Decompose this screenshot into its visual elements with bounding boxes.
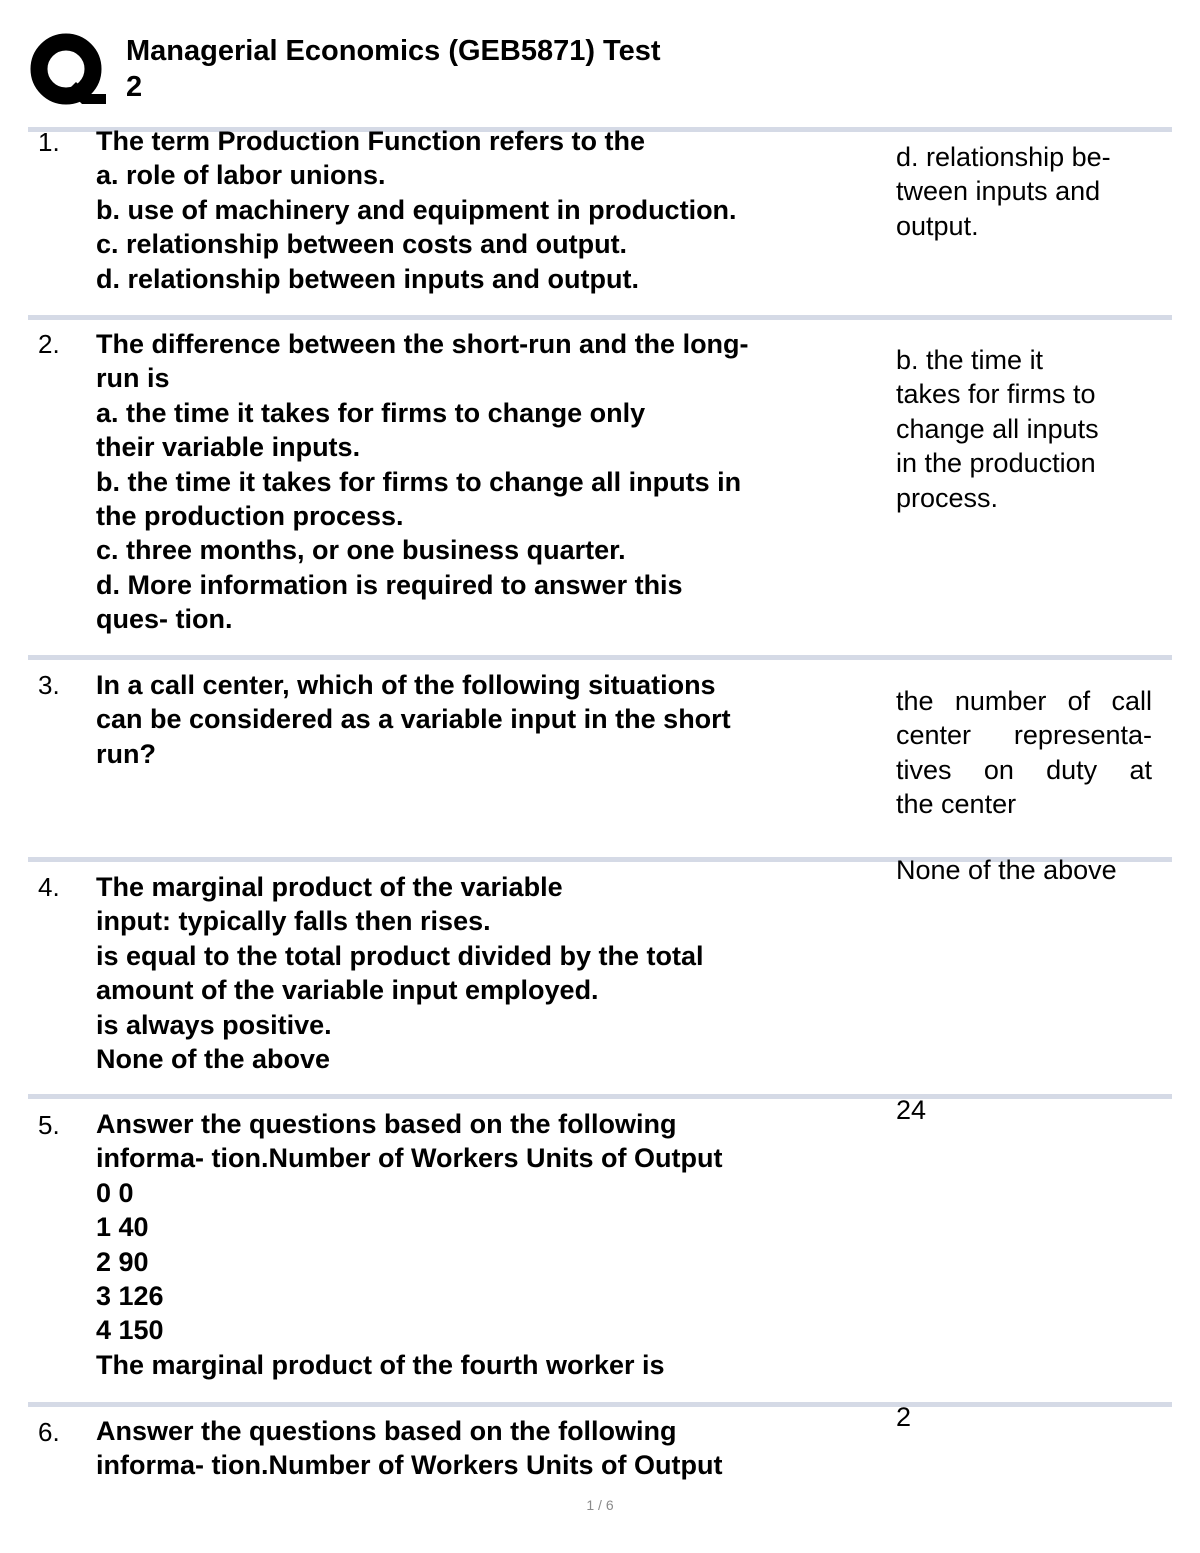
question-number: 6. [38,1417,60,1447]
answer-text [896,684,1158,822]
answer-word: at [1129,754,1152,785]
answer-line: None of the above [896,855,1117,885]
question-number: 1. [38,127,60,157]
answer-line: change all inputs [896,413,1099,444]
question-line: the production process. [96,501,404,532]
answer-line: 24 [896,1095,927,1125]
question-line: a. role of labor unions. [96,160,386,191]
answer-line [896,753,1152,787]
answer-text [896,140,1158,243]
question-line: c. three months, or one business quarter. [96,535,626,566]
question-number: 2. [38,329,60,359]
question-line: amount of the variable input employed. [96,975,599,1006]
answer-line: takes for firms to [896,379,1096,410]
question-text [96,1107,856,1382]
question-text [96,124,856,296]
question-line: Answer the questions based on the following [96,1416,677,1446]
question-line: The term Production Function refers to the [96,126,646,156]
question-number: 5. [38,1110,60,1140]
question-divider [28,655,1172,660]
quizlet-q-logo-icon [30,32,106,108]
answer-line-text: the center [896,789,1017,820]
question-line: b. use of machinery and equipment in production. [96,194,737,225]
question-line: informa- tion.Number of Workers Units of Output [96,1143,723,1174]
question-number: 4. [38,872,60,902]
answer-text [896,853,1158,887]
question-line: b. the time it takes for firms to change all inputs in [96,466,742,497]
answer-word: center [896,720,972,751]
question-line: 0 0 [96,1177,134,1208]
answer-line: tween inputs and [896,176,1101,207]
question-line: is always positive. [96,1009,332,1040]
question-divider [28,315,1172,320]
answer-line: process. [896,482,999,513]
answer-line: output. [896,210,979,241]
question-line: Answer the questions based on the following [96,1109,677,1139]
question-line: input: typically falls then rises. [96,906,491,937]
question-line: 3 126 [96,1281,164,1312]
answer-line [896,684,1152,718]
document-title [126,33,746,105]
question-text [96,668,856,771]
question-text [96,870,856,1076]
question-line: informa- tion.Number of Workers Units of Output [96,1450,723,1481]
question-line: None of the above [96,1044,331,1075]
page-number: 1 / 6 [586,1497,614,1513]
answer-word: on [983,754,1014,785]
question-line: is equal to the total product divided by the total [96,940,704,971]
question-text [96,1414,856,1483]
question-line: 2 90 [96,1246,149,1277]
question-line: The difference between the short-run and the long- [96,329,749,359]
answer-line: 2 [896,1402,912,1432]
question-line: a. the time it takes for firms to change only [96,397,646,428]
question-line: can be considered as a variable input in the short [96,704,731,735]
answer-word: tives [896,754,952,785]
question-line: 4 150 [96,1315,164,1346]
answer-text [896,1400,1158,1434]
question-line: The marginal product of the variable [96,872,563,902]
answer-word: representa- [1013,720,1152,751]
answer-word: number [954,686,1047,716]
answer-word: duty [1046,754,1098,785]
question-line: their variable inputs. [96,432,361,463]
answer-word: the [896,686,934,716]
answer-line [896,787,1152,821]
document-title-line-1: Managerial Economics (GEB5871) Test [126,35,661,67]
answer-text [896,1093,1158,1127]
document-title-line-2: 2 [126,71,143,103]
answer-word: of [1067,686,1091,716]
question-line: In a call center, which of the following situations [96,670,716,700]
question-line: c. relationship between costs and output. [96,229,628,260]
question-line: ques- tion. [96,604,233,635]
question-line: d. relationship between inputs and output. [96,263,639,294]
question-line: run is [96,363,170,394]
answer-line: d. relationship be- [896,142,1111,172]
question-number: 3. [38,670,60,700]
answer-line: in the production [896,448,1096,479]
question-text [96,327,856,637]
answer-text [896,343,1158,515]
question-line: 1 40 [96,1212,149,1243]
answer-line [896,718,1152,752]
answer-line: b. the time it [896,345,1044,375]
question-line: The marginal product of the fourth worker is [96,1349,665,1380]
question-line: run? [96,738,156,769]
answer-word: call [1111,686,1152,716]
question-line: d. More information is required to answer this [96,569,683,600]
